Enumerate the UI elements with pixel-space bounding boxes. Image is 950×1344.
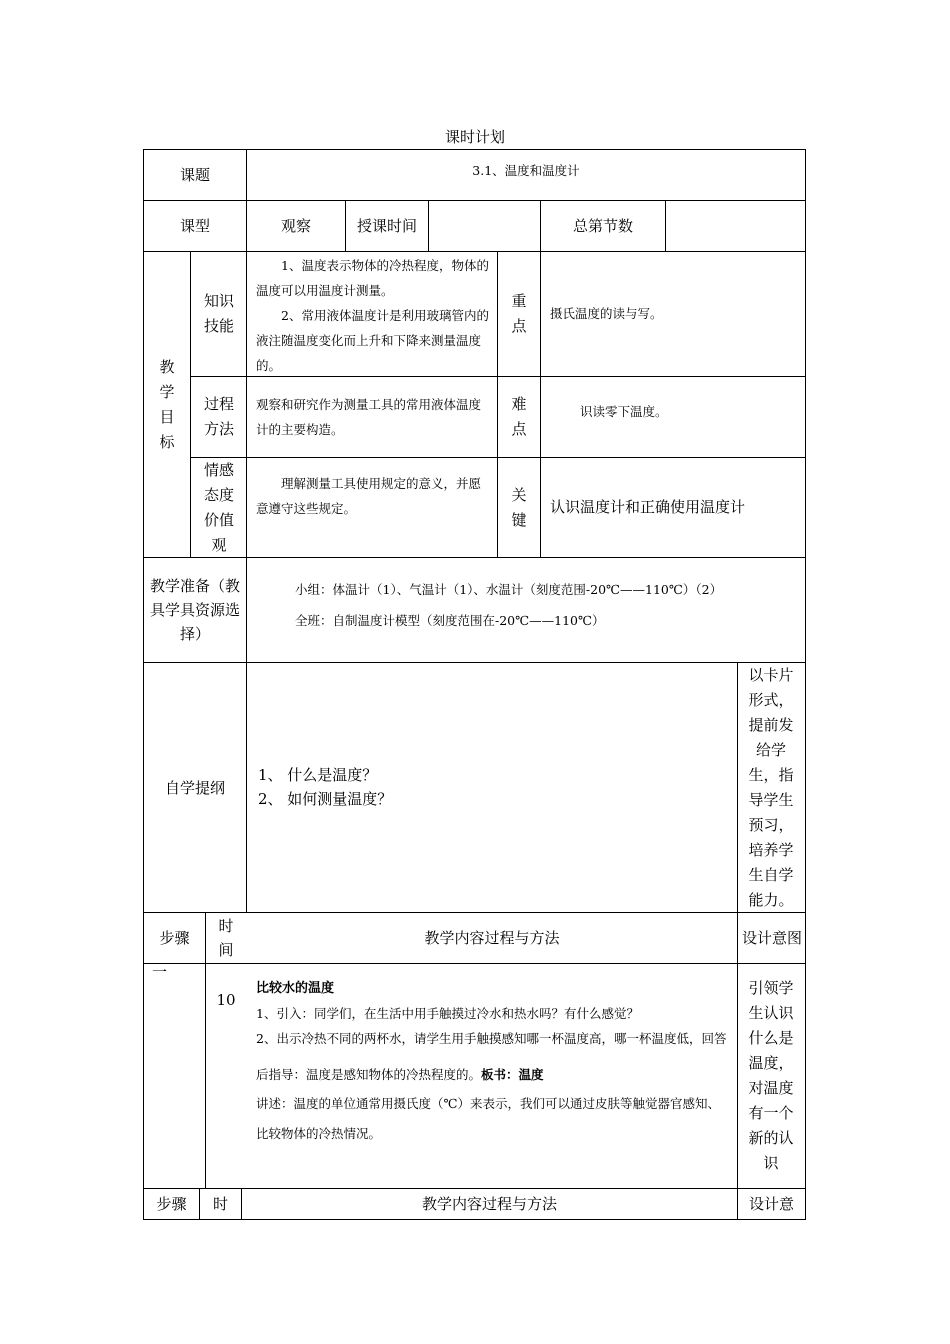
outline-questions: [258, 763, 728, 811]
footer-time: 时: [212, 1195, 228, 1213]
topic-value: 3.1、温度和温度计: [472, 163, 580, 178]
teach-time-label: 授课时间: [356, 216, 417, 235]
step1-content: [256, 976, 731, 1149]
step1-heading: 比较水的温度: [256, 981, 335, 996]
process-label: 过程方法: [203, 395, 234, 438]
outline-q2: 2、 如何测量温度？: [258, 790, 393, 808]
design-header: 设计意图: [742, 929, 803, 947]
outline-label: 自学提纲: [164, 778, 225, 797]
difficult-value: 识读零下温度。: [580, 404, 668, 419]
knowledge-content: [256, 253, 492, 378]
crux-label: 关键: [511, 485, 527, 529]
knowledge-p2: 2、常用液体温度计是利用玻璃管内的液注随温度变化而上升和下降来测量温度的。: [256, 308, 489, 373]
footer-content: 教学内容过程与方法: [421, 1195, 557, 1213]
emotion-label: 情感态度价值观: [203, 460, 234, 554]
knowledge-label: 知识技能: [203, 292, 234, 335]
process-value: 观察和研究作为测量工具的常用液体温度计的主要构造。: [256, 397, 482, 437]
type-value: 观察: [280, 217, 311, 235]
step1-p3: 讲述：温度的单位通常用摄氏度（℃）来表示，我们可以通过皮肤等触觉器官感知、比较物体的冷热情况。: [256, 1096, 720, 1141]
step-header: 步骤: [159, 929, 190, 947]
difficult-label: 难点: [511, 395, 527, 438]
knowledge-p1: 1、温度表示物体的冷热程度，物体的温度可以用温度计测量。: [256, 258, 489, 298]
outline-q1: 1、 什么是温度？: [258, 766, 378, 784]
content-header: 教学内容过程与方法: [424, 929, 560, 947]
emotion-value: 理解测量工具使用规定的意义，并愿意遵守这些规定。: [256, 476, 482, 516]
page-title: 课时计划: [444, 128, 505, 146]
board-value: 温度: [518, 1067, 544, 1082]
step1-time: 10: [216, 991, 236, 1009]
step1-design: 引领学生认识什么是温度，对温度有一个新的认识: [748, 979, 794, 1172]
total-label: 总第节数: [572, 217, 633, 235]
goals-label: 教学目标: [159, 357, 175, 451]
prep-line1: 小组：体温计（1）、气温计（1）、水温计（刻度范围-20℃——110℃）（2）: [295, 582, 723, 597]
teach-time-value: [429, 201, 540, 251]
type-label: 课型: [179, 217, 210, 235]
time-header: 时间: [218, 917, 234, 959]
step1-p1: 1、引入：同学们，在生活中用手触摸过冷水和热水吗？有什么感觉？: [256, 1006, 639, 1021]
key-value: 摄氏温度的读与写。: [550, 306, 663, 321]
step1-p2-text: 2、出示冷热不同的两杯水，请学生用手触摸感知哪一杯温度高，哪一杯温度低，回答后指导：温度是感知物体的冷热程度的。: [256, 1031, 727, 1082]
prep-line2: 全班：自制温度计模型（刻度范围在-20℃——110℃）: [295, 613, 605, 628]
key-label: 重点: [511, 292, 527, 335]
footer-design: 设计意: [748, 1195, 794, 1213]
prep-label: 教学准备（教具学具资源选择）: [150, 577, 241, 643]
step1-number: 一: [152, 963, 168, 981]
crux-value: 认识温度计和正确使用温度计: [550, 498, 746, 516]
outline-note: 以卡片形式，提前发给学生，指导学生预习，培养学生自学能力。: [748, 666, 794, 909]
board-label: 板书：: [481, 1067, 519, 1082]
footer-step: 步骤: [156, 1195, 187, 1213]
step1-p2: [256, 1021, 731, 1093]
topic-label: 课题: [179, 166, 210, 184]
total-value: [666, 201, 805, 251]
